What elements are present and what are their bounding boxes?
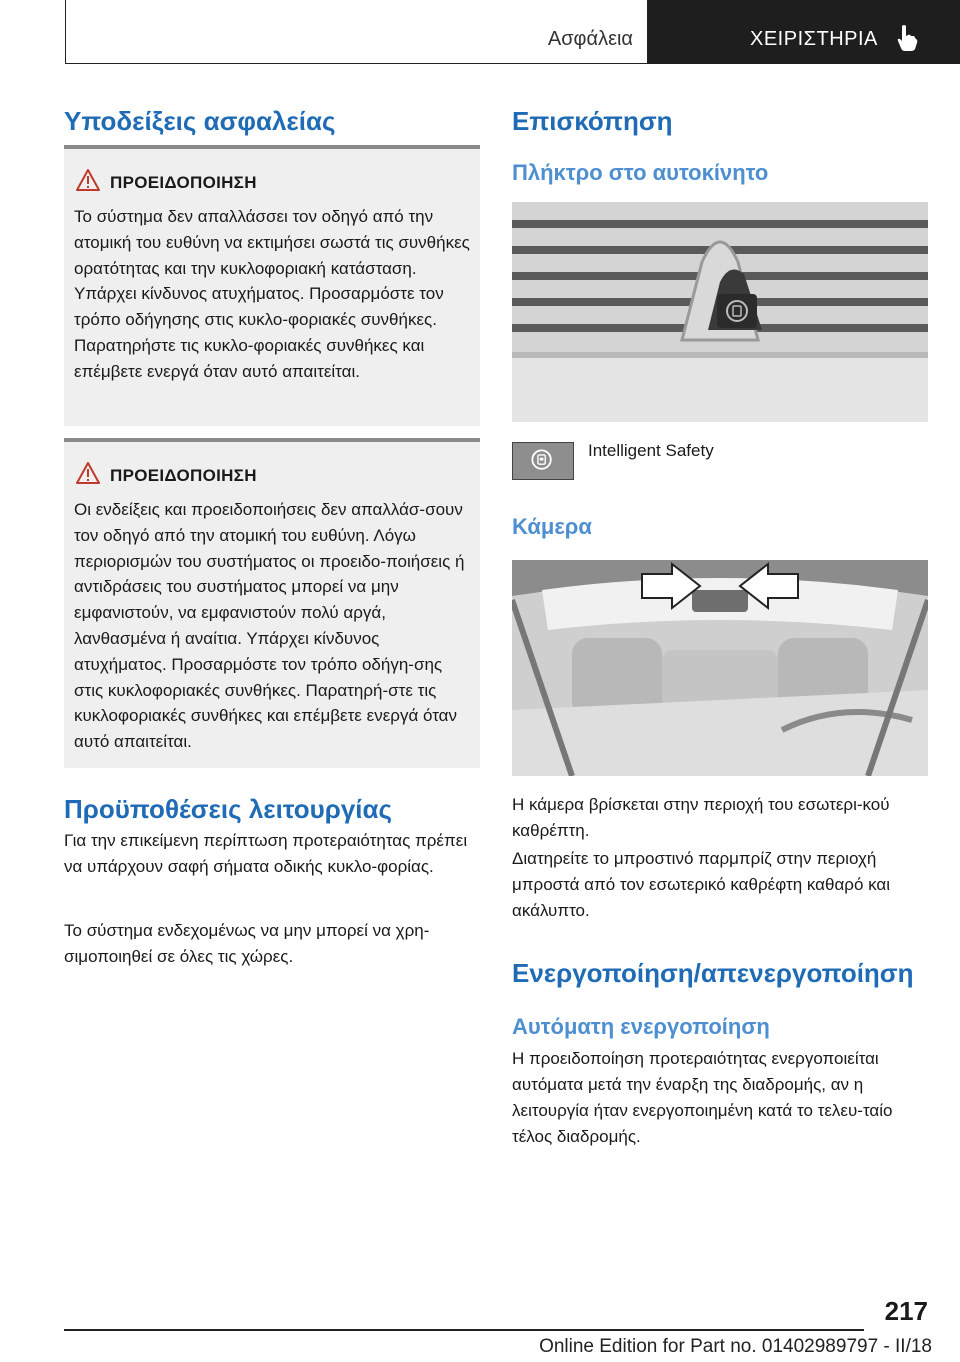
warning-text: Οι ενδείξεις και προειδοποιήσεις δεν απαλλάσ-σουν τον οδηγό από την ατομική του ευθύνη. Λόγω περιορισμών του συστήματος οι προειδο-ποιήσεις ή αντιδράσεις του συστήματος μπορεί να μην εμφανιστούν, να εμφανιστούν πολύ αργά, λανθασμένα ή αναίτια. Υπάρχει κίνδυνος ατυχήματος. Προσαρμόστε τον τρόπο οδήγη-σης στις κυκλοφοριακές συνθήκες. Παρατηρή-στε τις κυκλοφοριακές συνθήκες και επέμβετε ενεργά όταν αυτό απαιτείται. <box>74 500 465 752</box>
prerequisites-heading: Προϋποθέσεις λειτουργίας <box>64 794 393 824</box>
footer-divider <box>64 1329 864 1331</box>
camera-heading: Κάμερα <box>512 514 592 539</box>
auto-activation-heading: Αυτόματη ενεργοποίηση <box>512 1014 770 1039</box>
camera-paragraph-1: Η κάμερα βρίσκεται στην περιοχή του εσωτερι-κού καθρέπτη. <box>512 795 890 840</box>
warning-box-1 <box>64 145 480 426</box>
button-in-car-heading: Πλήκτρο στο αυτοκίνητο <box>512 160 769 185</box>
warning-box-2 <box>64 438 480 768</box>
warning-triangle-icon <box>76 169 100 191</box>
safety-button-icon <box>513 443 572 478</box>
warning-text: Το σύστημα δεν απαλλάσσει τον οδηγό από την ατομική του ευθύνη να εκτιμήσει σωστά τις συνθήκες ορατότητας και την κυκλοφοριακή κατάσταση. Υπάρχει κίνδυνος ατυχήματος. Προσαρμόστε τον τρόπο οδήγησης στις κυκλο-φοριακές συνθήκες. Παρατηρήστε τις κυκλο-φοριακές συνθήκες και επέμβετε ενεργά όταν αυτό απαιτείται. <box>74 207 470 381</box>
overview-heading: Επισκόπηση <box>512 106 673 136</box>
warning-label: ΠΡΟΕΙΔΟΠΟΙΗΣΗ <box>110 173 257 192</box>
interior-camera-photo <box>512 560 928 776</box>
dashboard-button-photo <box>512 202 928 422</box>
auto-activation-paragraph: Η προειδοποίηση προτεραιότητας ενεργοποιείται αυτόματα μετά την έναρξη της διαδρομής, αν η λειτουργία ήταν ενεργοποιημένη κατά το τελευ-ταίο τέλος διαδρομής. <box>512 1049 893 1146</box>
warning-label: ΠΡΟΕΙΔΟΠΟΙΗΣΗ <box>110 466 257 485</box>
header-section-box <box>65 0 648 64</box>
safety-notes-heading: Υποδείξεις ασφαλείας <box>64 106 336 136</box>
section-title: Ασφάλεια <box>547 28 633 50</box>
manual-title: ΧΕΙΡΙΣΤΗΡΙΑ <box>750 28 878 50</box>
prerequisites-paragraph-1: Για την επικείμενη περίπτωση προτεραιότητας πρέπει να υπάρχουν σαφή σήματα οδικής κυκλο-φορίας. <box>64 831 468 876</box>
page-number: 217 <box>884 1296 928 1326</box>
header-manual-tab[interactable] <box>648 0 960 64</box>
edition-info: Online Edition for Part no. 01402989797 - II/18 <box>539 1336 932 1357</box>
warning-triangle-icon <box>76 462 100 484</box>
hand-pointer-icon <box>896 24 918 52</box>
intelligent-safety-label: Intelligent Safety <box>588 441 714 460</box>
intelligent-safety-button-thumbnail <box>512 442 574 480</box>
activation-heading: Ενεργοποίηση/απενεργοποίηση <box>512 958 914 988</box>
camera-paragraph-2: Διατηρείτε το μπροστινό παρμπρίζ στην περιοχή μπροστά από τον εσωτερικό καθρέφτη καθαρό και ακάλυπτο. <box>512 849 891 920</box>
prerequisites-paragraph-2: Το σύστημα ενδεχομένως να μην μπορεί να χρη-σιμοποιηθεί σε όλες τις χώρες. <box>64 921 430 966</box>
